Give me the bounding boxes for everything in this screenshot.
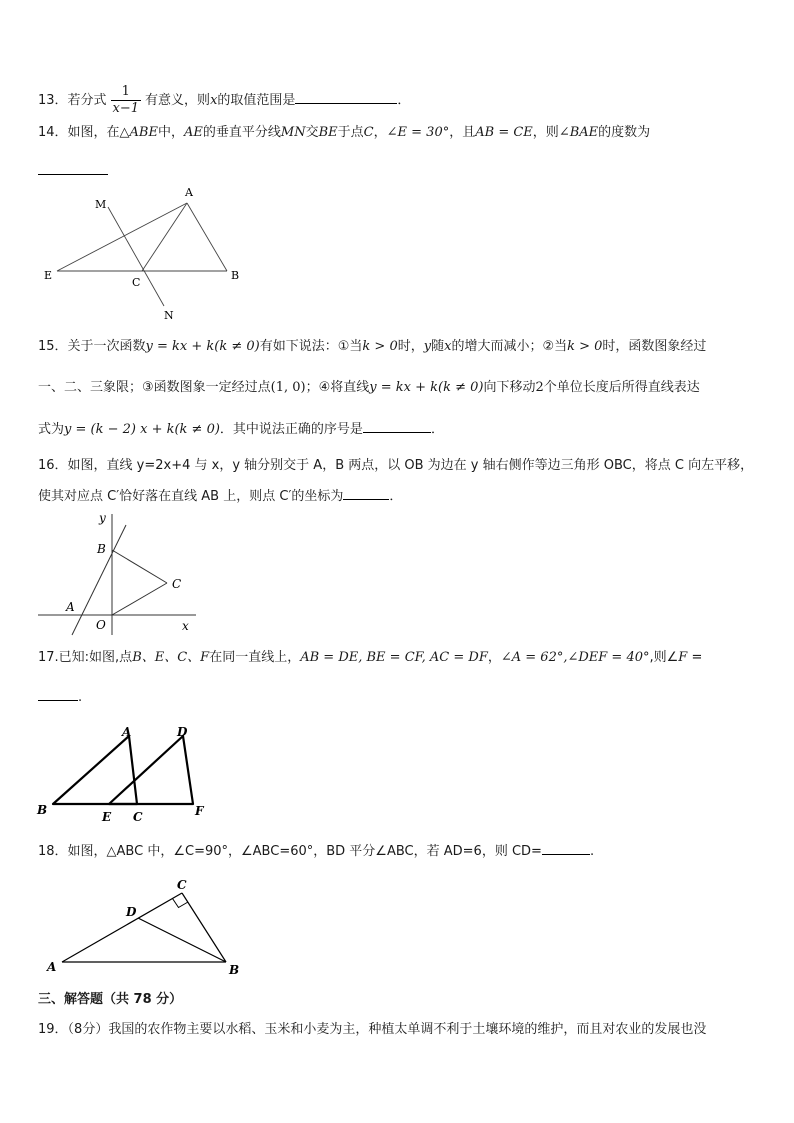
q13-answer-blank[interactable] — [295, 91, 397, 104]
q17-text-d: ,则∠ — [649, 650, 679, 665]
q18-label-d: D — [126, 905, 137, 919]
q13-middle: 有意义，则 — [145, 93, 211, 108]
q15-text-3a: 式为 — [38, 422, 65, 437]
q15-answer-blank[interactable] — [363, 420, 431, 433]
q18-label-b: B — [229, 963, 240, 977]
q14-angle-bae: ∠BAE — [558, 125, 599, 140]
q17-label-a: A — [122, 725, 132, 739]
q14-line-ea — [57, 203, 187, 271]
q15-end: ． — [430, 422, 444, 437]
q16-label-y: y — [99, 511, 106, 525]
q16-text-1: 16．如图，直线 y=2x+4 与 x，y 轴分别交于 A，B 两点，以 OB 为边在 y 轴右侧作等边三角形 OBC，将点 C 向左平移， — [38, 458, 754, 473]
q14-line-ac — [142, 203, 187, 271]
q17-points: B、E、C、F — [132, 650, 210, 665]
q14-angle: ∠E = 30° — [386, 125, 450, 140]
question-15-line-3 — [38, 420, 444, 440]
question-18 — [38, 842, 594, 862]
q19-text: 19．（8分）我国的农作物主要以水稻、玉米和小麦为主，种植太单调不利于土壤环境的维护，而且对农业的发展也没 — [38, 1022, 707, 1037]
q15-function-2: y = kx + k(k ≠ 0) — [369, 380, 484, 395]
q16-label-c: C — [172, 577, 182, 591]
q16-label-a: A — [66, 600, 75, 614]
q17-text-e: = — [687, 650, 703, 665]
question-19 — [38, 1020, 706, 1040]
q18-end: . — [589, 844, 595, 859]
q17-conditions: AB = DE, BE = CF, AC = DF — [300, 650, 488, 665]
q17-label-b: B — [37, 803, 48, 817]
q14-c: C — [363, 125, 374, 140]
question-17 — [38, 648, 702, 668]
q14-mn: MN — [280, 125, 306, 140]
q17-label-c: C — [133, 810, 143, 824]
q14-label-e: E — [44, 269, 53, 282]
q15-condition-2: k > 0 — [567, 339, 603, 354]
q17-angle-f: F — [678, 650, 688, 665]
q15-var-y: y — [423, 339, 432, 354]
q17-label-e: E — [102, 810, 112, 824]
section-3-title-text: 三、解答题（共 78 分） — [38, 992, 183, 1007]
q17-answer-blank[interactable] — [38, 688, 78, 701]
q17-text-b: 在同一直线上， — [209, 650, 301, 665]
q15-function-3: y = (k − 2) x + k(k ≠ 0) — [64, 422, 220, 437]
q13-fraction — [111, 84, 142, 117]
q14-text-9: 的度数为 — [598, 125, 651, 140]
q16-label-x: x — [182, 619, 189, 633]
q17-triangle-def — [109, 736, 193, 804]
q15-function-1: y = kx + k(k ≠ 0) — [145, 339, 260, 354]
q15-var-x: x — [444, 339, 452, 354]
q15-text-1f: 时，函数图象经过 — [602, 339, 707, 354]
q15-text-2a: 一、二、三象限；③函数图象一定经过点 — [38, 380, 271, 395]
q18-line-bd — [138, 918, 226, 962]
q14-figure — [40, 182, 260, 327]
q15-text-2c: 向下移动 — [483, 380, 536, 395]
q17-label-d: D — [177, 725, 188, 739]
q17-angles: ∠A = 62°,∠DEF = 40° — [500, 650, 650, 665]
q13-end: ． — [397, 93, 411, 108]
q14-be: BE — [318, 125, 338, 140]
q15-text-1e: 的增大而减小；②当 — [451, 339, 568, 354]
q15-number-2: 2 — [535, 380, 544, 395]
q14-equality: AB = CE — [475, 125, 533, 140]
q16-label-b: B — [97, 542, 106, 556]
q14-label-c: C — [132, 276, 141, 289]
q15-text-1b: 有如下说法：①当 — [259, 339, 363, 354]
q16-text-2: 使其对应点 C′恰好落在直线 AB 上，则点 C′的坐标为 — [38, 489, 344, 504]
q18-figure — [44, 876, 254, 976]
question-15-line-1 — [38, 337, 706, 357]
q18-label-a: A — [47, 960, 57, 974]
q14-answer-blank[interactable] — [38, 162, 108, 175]
question-15-line-2 — [38, 378, 700, 398]
q17-triangle-abc — [53, 736, 137, 804]
q14-text-1: 14．如图，在 — [38, 125, 120, 140]
q17-end: . — [78, 690, 83, 705]
q13-variable: x — [210, 93, 218, 108]
section-3-title — [38, 990, 182, 1010]
question-14 — [38, 123, 650, 143]
q16-line-bc — [112, 550, 167, 583]
q14-ae: AE — [184, 125, 203, 140]
q13-tail: 的取值范围是 — [217, 93, 296, 108]
q15-condition-1: k > 0 — [362, 339, 398, 354]
q14-answer-line — [38, 162, 108, 182]
q14-text-8: ，则 — [532, 125, 559, 140]
question-13 — [38, 84, 410, 117]
q14-label-a: A — [185, 186, 193, 199]
q17-text-c: ， — [487, 650, 501, 665]
q14-text-5: 于点 — [337, 125, 364, 140]
q14-text-7: ，且 — [449, 125, 476, 140]
q17-answer-line — [38, 688, 82, 708]
q16-end: ． — [389, 489, 403, 504]
q15-text-1a: 15．关于一次函数 — [38, 339, 146, 354]
q18-label-c: C — [177, 878, 187, 892]
q17-text-a: 17.已知:如图,点 — [38, 650, 133, 665]
q16-label-o: O — [96, 618, 106, 632]
q17-figure — [34, 722, 224, 826]
q15-text-2b: ；④将直线 — [305, 380, 370, 395]
q14-triangle: △ABE — [119, 125, 158, 140]
q16-line-oc — [112, 583, 167, 615]
q15-point: (1, 0) — [270, 380, 306, 395]
question-16-line-2 — [38, 487, 402, 507]
q14-text-4: 交 — [305, 125, 319, 140]
q17-label-f: F — [195, 804, 204, 818]
q18-text: 18．如图，△ABC 中，∠C=90°，∠ABC=60°，BD 平分∠ABC，若 AD=6，则 CD= — [38, 844, 542, 859]
q14-text-6: ， — [373, 125, 387, 140]
q15-text-3b: ．其中说法正确的序号是 — [219, 422, 363, 437]
q13-fraction-numerator: 1 — [121, 84, 130, 99]
q15-text-1d: 随 — [431, 339, 445, 354]
q15-text-2d: 个单位长度后所得直线表达 — [543, 380, 700, 395]
q14-label-n: N — [164, 309, 174, 322]
q14-text-2: 中， — [157, 125, 184, 140]
q16-answer-blank[interactable] — [343, 487, 389, 500]
q14-line-mn — [108, 207, 164, 306]
q18-line-ac — [62, 893, 182, 962]
q13-fraction-denominator: x−1 — [112, 101, 140, 116]
q14-label-b: B — [231, 269, 240, 282]
q13-prefix: 13．若分式 — [38, 93, 107, 108]
q18-answer-blank[interactable] — [542, 842, 590, 855]
q16-figure — [36, 508, 206, 638]
question-16-line-1 — [38, 456, 753, 476]
q15-text-1c: 时， — [397, 339, 424, 354]
q14-line-ab — [187, 203, 227, 271]
q14-label-m: M — [95, 198, 107, 211]
q14-text-3: 的垂直平分线 — [202, 125, 281, 140]
